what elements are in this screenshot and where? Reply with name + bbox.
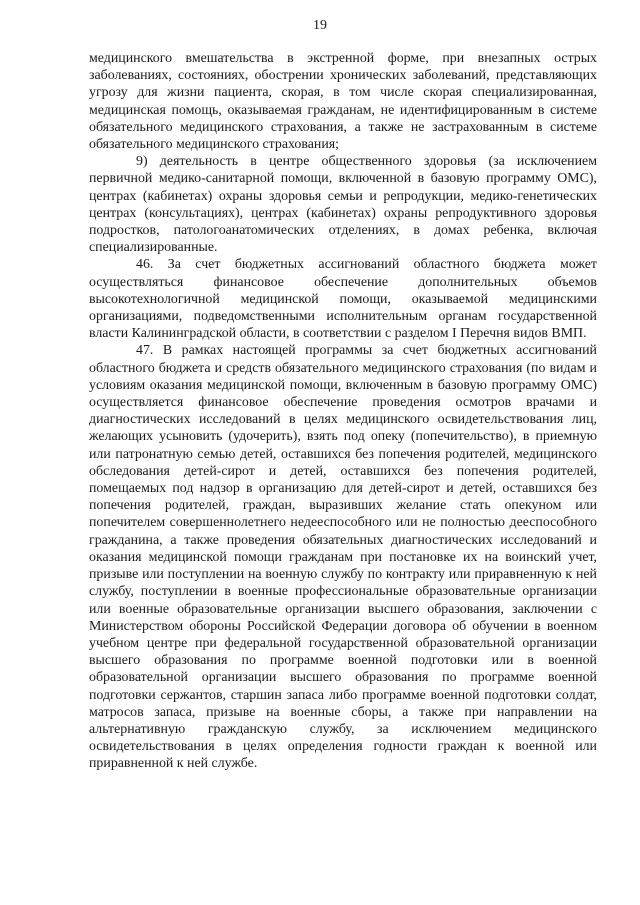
paragraph-46: 46. За счет бюджетных ассигнований областного бюджета может осуществляться финансовое обеспечение дополнительных объемов высокотехнологичной медицинской помощи, оказываемой медицинскими организациями, подведомственными исполнительным органам государственной власти Калининградской области, в соответствии с разделом I Перечня видов ВМП.: [89, 257, 597, 342]
page-number: 19: [313, 18, 327, 33]
document-body: [89, 50, 597, 773]
paragraph-continuation: медицинского вмешательства в экстренной форме, при внезапных острых заболеваниях, состояниях, обострении хронических заболеваний, представляющих угрозу для жизни пациента, скорая, в том числе скорая специализированная, медицинская помощь, оказываемая гражданам, не идентифицированным в системе обязательного медицинского страхования, а также не застрахованным в системе обязательного медицинского страхования;: [89, 51, 597, 153]
paragraph-item-9: 9) деятельность в центре общественного здоровья (за исключением первичной медико-санитарной помощи, включенной в базовую программу ОМС), центрах (кабинетах) охраны здоровья семьи и репродукции, медико-генетических центрах (консультациях), центрах (кабинетах) охраны репродуктивного здоровья подростков, патологоанатомических отделениях, в домах ребенка, включая специализированные.: [89, 154, 597, 256]
paragraph-47: 47. В рамках настоящей программы за счет бюджетных ассигнований областного бюджета и средств обязательного медицинского страхования (по видам и условиям оказания медицинской помощи, включенным в базовую программу ОМС) осуществляется финансовое обеспечение проведения осмотров врачами и диагностических исследований в целях медицинского освидетельствования лиц, желающих усыновить (удочерить), взять под опеку (попечительство), в приемную или патронатную семью детей, оставшихся без попечения родителей, медицинского обследования детей-сирот и детей, оставшихся без попечения родителей, помещаемых под надзор в организацию для детей-сирот и детей, оставшихся без попечения родителей, граждан, выразивших желание стать опекуном или попечителем совершеннолетнего недееспособного или не полностью дееспособного гражданина, а также проведения обязательных диагностических исследований и оказания медицинской помощи гражданам при постановке их на воинский учет, призыве или поступлении на военную службу по контракту или приравненную к ней службу, поступлении в военные профессиональные образовательные организации или военные образовательные организации высшего образования, заключении с Министерством обороны Российской Федерации договора об обучении в военном учебном центре при федеральной государственной образовательной организации высшего образования по программе военной подготовки или в военной образовательной организации высшего образования по программе военной подготовки сержантов, старшин запаса либо программе военной подготовки солдат, матросов запаса, призыве на военные сборы, а также при направлении на альтернативную гражданскую службу, за исключением медицинского освидетельствования в целях определения годности граждан к военной или приравненной к ней службе.: [89, 343, 597, 772]
